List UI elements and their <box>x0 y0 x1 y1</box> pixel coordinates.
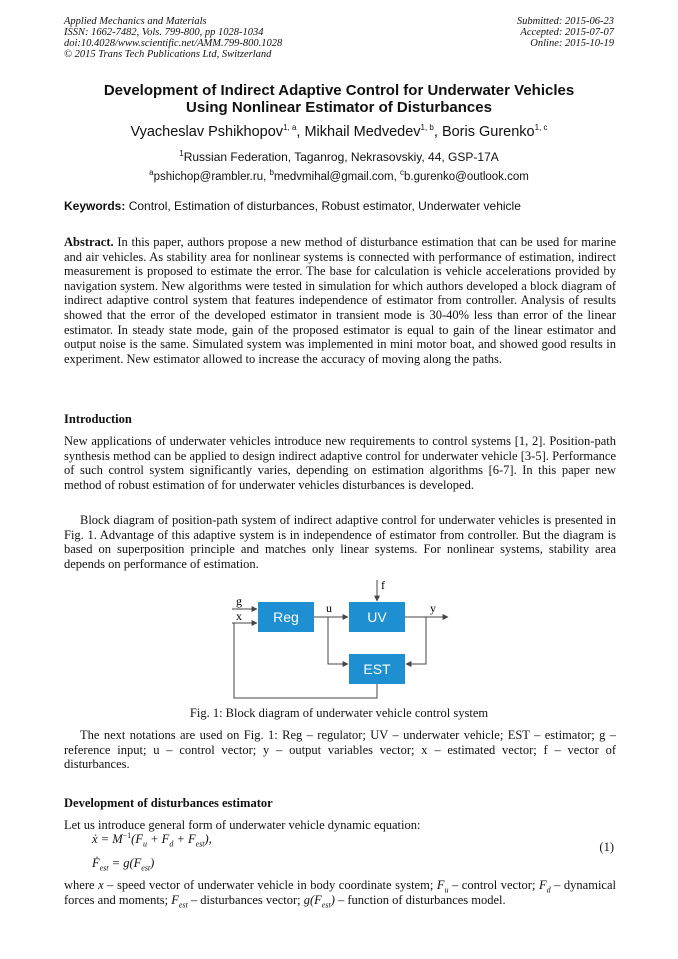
figure-caption: Fig. 1: Block diagram of underwater vehicle control system <box>189 706 489 720</box>
signal-x: x <box>236 609 242 623</box>
equation-number: (1) <box>599 840 614 854</box>
issn: ISSN: 1662-7482, Vols. 799-800, pp 1028-1034 <box>64 27 264 38</box>
dates-info <box>517 16 614 49</box>
block-diagram <box>226 578 476 702</box>
notations-paragraph: The next notations are used on Fig. 1: Reg – regulator; UV – underwater vehicle; EST – estimator; g – reference input; u – control vector; y – output variables vector; x – estimated vector; f – vector of disturbances. <box>64 728 616 772</box>
abstract: Abstract. In this paper, authors propose a new method of disturbance estimation that can be used for marine and air vehicles. As stability area for nonlinear systems is connected with performance of estimation, indirect measurement is proposed to estimate the error. The base for calculation is vehicle accelerations provided by navigation system. New algorithms were tested in simulation for which authors developed a block diagram of indirect adaptive control system that features independence of estimator from controller. Analysis of results showed that the error of the developed estimator in transient mode is 30-40% less than error of the linear estimator. In steady state mode, gain of the proposed estimator is equal to gain of the linear estimator and output noise is the same. Simulated system was implemented in mini motor boat, and showed good results in experiment. New estimator allowed to increase the accuracy of moving along the paths. <box>64 235 616 366</box>
email-link[interactable]: b.gurenko@outlook.com <box>404 171 529 183</box>
uv-label: UV <box>367 609 387 625</box>
section-heading-introduction: Introduction <box>64 412 132 426</box>
keywords: Keywords: Control, Estimation of disturbances, Robust estimator, Underwater vehicle <box>64 199 521 213</box>
signal-g: g <box>236 594 242 608</box>
signal-y: y <box>430 601 436 615</box>
copyright: © 2015 Trans Tech Publications Ltd, Switzerland <box>64 49 272 60</box>
doi: doi:10.4028/www.scientific.net/AMM.799-800.1028 <box>64 38 283 49</box>
signal-u: u <box>326 601 332 615</box>
est-label: EST <box>363 661 391 677</box>
email-list: $^a$pshichop@rambler.ru, $^b$medvmihal@gmail.com, $^c$b.gurenko@outlook.com <box>149 168 529 183</box>
equation-intro: Let us introduce general form of underwater vehicle dynamic equation: <box>64 818 421 832</box>
email-link[interactable]: medvmihal@gmail.com <box>273 171 394 183</box>
journal-name: Applied Mechanics and Materials <box>64 16 207 27</box>
accepted-date: Accepted: 2015-07-07 <box>520 27 614 38</box>
author-name: Mikhail Medvedev <box>304 124 421 140</box>
block-diagram-svg <box>226 578 476 702</box>
equation-1-line-1: ẋ = $M^{-1}(F_u + F_d + F_{est})$, <box>92 830 212 849</box>
affiliation: $^1$Russian Federation, Taganrog, Nekrasovskiy, 44, GSP-17A <box>179 149 499 164</box>
submitted-date: Submitted: 2015-06-23 <box>516 16 614 27</box>
journal-info <box>64 16 282 60</box>
online-date: Online: 2015-10-19 <box>530 38 614 49</box>
author-list: Vyacheslav Pshikhopov$^{1, a}$, Mikhail Medvedev$^{1, b}$, Boris Gurenko$^{1, c}$ <box>130 123 548 140</box>
equation-explanation: where x – speed vector of underwater vehicle in body coordinate system; $F_u$ – control vector; $F_d$ – dynamical forces and moments; $F_{est}$ – disturbances vector; $g(F_{est})$ – function of disturbances model. <box>64 878 616 910</box>
equation-1-line-2: Ḟ$_{est}$ = $g(F_{est})$ <box>92 856 155 873</box>
author-name: Boris Gurenko <box>441 124 535 140</box>
intro-paragraph-1: New applications of underwater vehicles introduce new requirements to control systems [1, 2]. Position-path synthesis method can be applied to design indirect adaptive control for underwater vehicle [3-5]. Performance of such control system significantly varies, depending on estimation algorithms [6-7]. In this paper new method of robust estimation of for underwater vehicles disturbances is developed. <box>64 434 616 492</box>
section-heading-estimator: Development of disturbances estimator <box>64 796 273 810</box>
paper-title: Development of Indirect Adaptive Control for Underwater Vehicles Using Nonlinear Estimator of Disturbances <box>103 82 575 116</box>
reg-label: Reg <box>273 609 299 625</box>
author-name: Vyacheslav Pshikhopov <box>130 124 284 140</box>
intro-paragraph-2: Block diagram of position-path system of indirect adaptive control for underwater vehicles is presented in Fig. 1. Advantage of this adaptive system is in independence of estimator from controller. But the diagram is based on superposition principle and matches only linear systems. For nonlinear systems, stability area depends on performance of estimation. <box>64 513 616 571</box>
email-link[interactable]: pshichop@rambler.ru <box>153 171 264 183</box>
signal-f: f <box>381 578 385 592</box>
